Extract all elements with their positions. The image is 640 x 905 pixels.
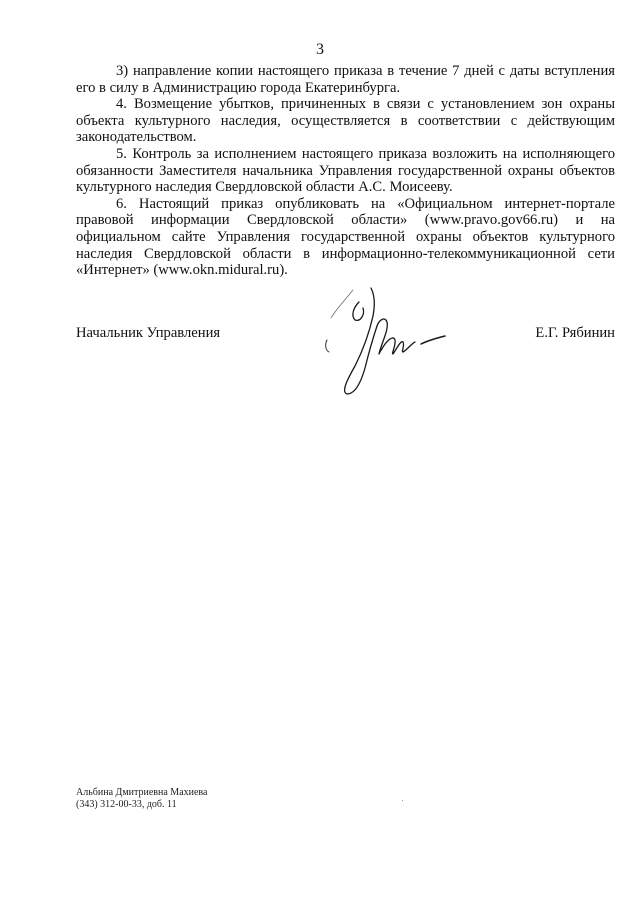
signer-name: Е.Г. Рябинин [535, 325, 615, 341]
scan-speck [402, 800, 403, 801]
document-body [76, 63, 615, 279]
executor-name: Альбина Дмитриевна Махиева [76, 787, 208, 798]
paragraph-item-5: 5. Контроль за исполнением настоящего приказа возложить на исполняющего обязанности Заместителя начальника Управления государственной охраны объектов культурного наследия Свердловской области А.С. Моисееву. [76, 145, 615, 196]
paragraph-item-3: 3) направление копии настоящего приказа в течение 7 дней с даты вступления его в силу в Администрацию города Екатеринбурга. [76, 63, 615, 96]
page-number: 3 [316, 41, 324, 58]
paragraph-item-6: 6. Настоящий приказ опубликовать на «Официальном интернет-портале правовой информации Свердловской области» (www.pravo.gov66.ru) и на официальном сайте Управления государственной охраны объектов культурного наследия Свердловской области в информационно-телекоммуникационной сети «Интернет» (www.okn.midural.ru). [76, 195, 615, 279]
executor-phone: (343) 312-00-33, доб. 11 [76, 799, 177, 810]
signer-title: Начальник Управления [76, 325, 221, 341]
paragraph-item-4: 4. Возмещение убытков, причиненных в связи с установлением зон охраны объекта культурного наследия, осуществляется в соответствии с действующим законодательством. [76, 96, 615, 146]
executor-info [76, 787, 207, 811]
handwritten-signature [315, 282, 465, 402]
